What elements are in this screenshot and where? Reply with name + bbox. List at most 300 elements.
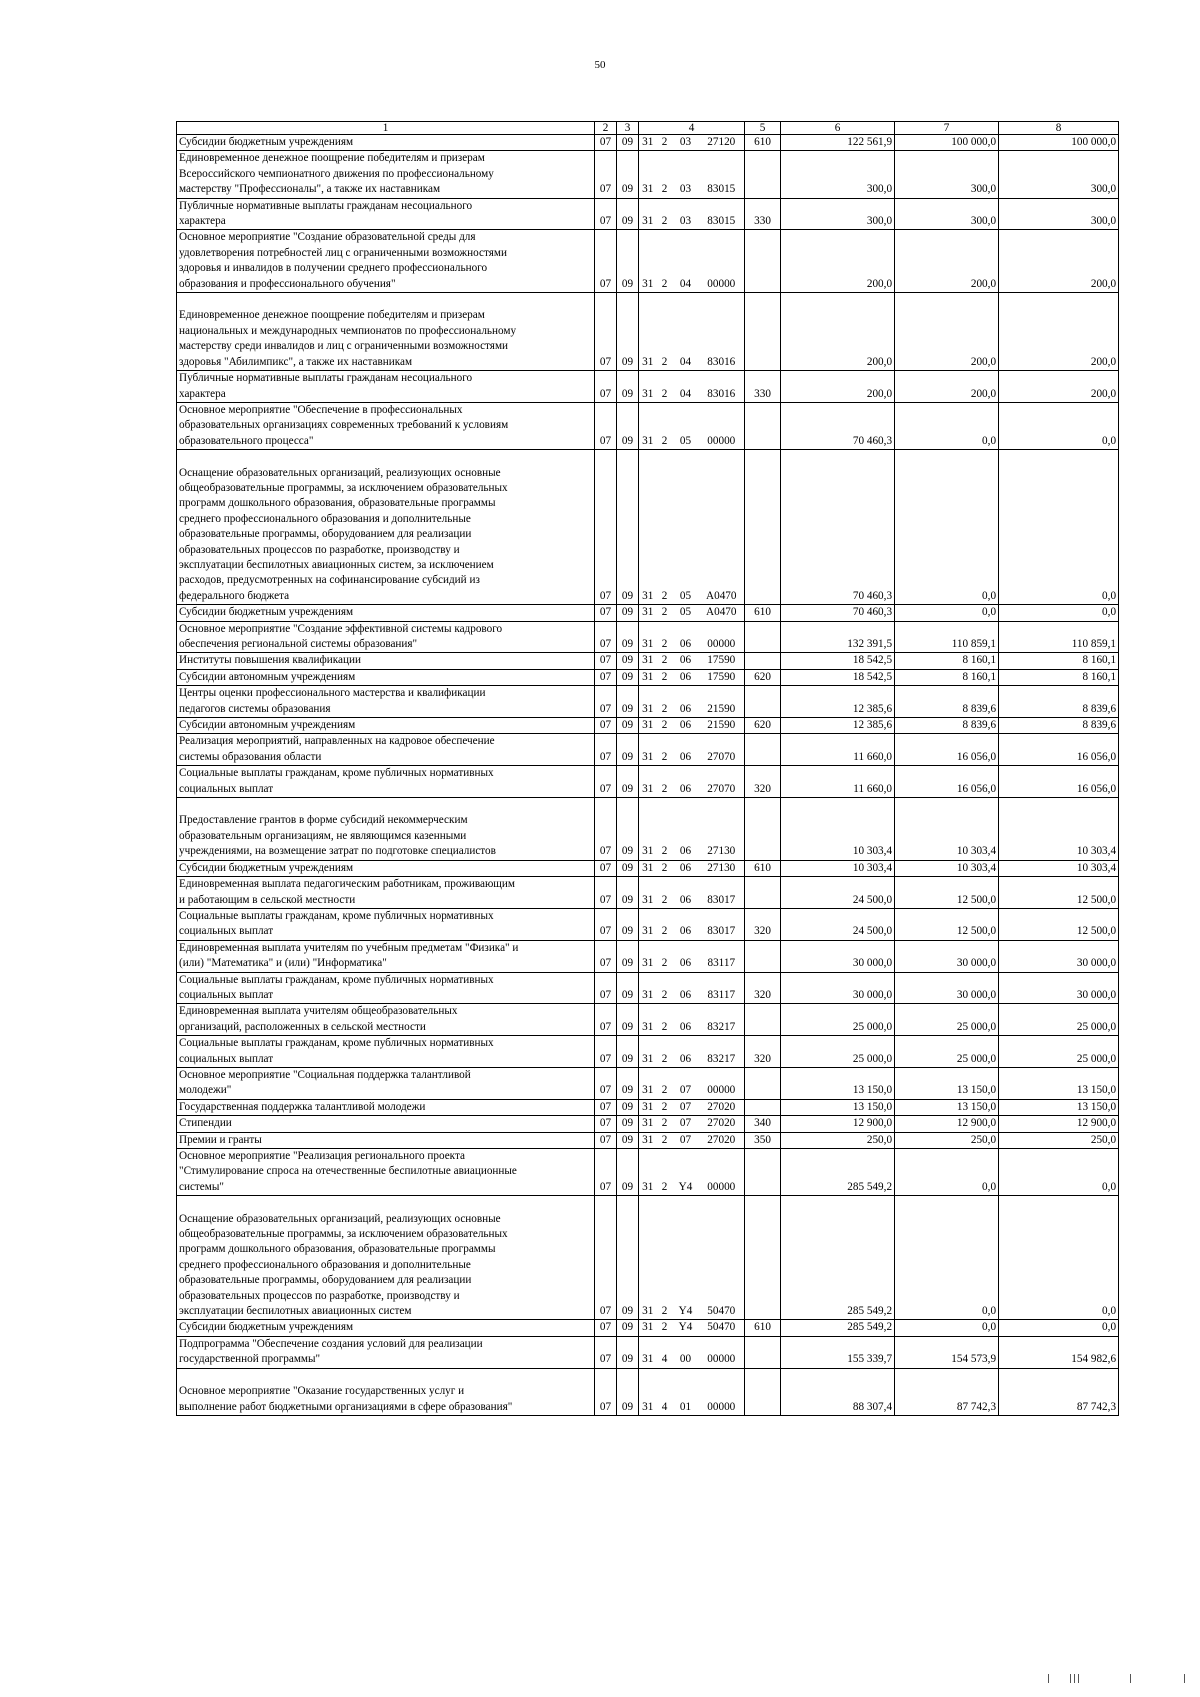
subprogram-code: 2 xyxy=(657,669,673,685)
amount-col-8: 0,0 xyxy=(999,450,1119,605)
table-row xyxy=(177,1036,1119,1068)
section-code: 07 xyxy=(595,621,617,653)
program-code: 31 xyxy=(639,1196,657,1320)
amount-col-7: 200,0 xyxy=(895,293,999,371)
subsection-code: 09 xyxy=(617,621,639,653)
expense-type-code: 340 xyxy=(745,1116,781,1132)
activity-code: 06 xyxy=(673,798,699,861)
section-code: 07 xyxy=(595,798,617,861)
section-code: 07 xyxy=(595,1036,617,1068)
row-description: Основное мероприятие "Реализация регионального проекта "Стимулирование спроса на отечественные беспилотные авиационные системы" xyxy=(177,1149,595,1196)
table-row xyxy=(177,1116,1119,1132)
table-row xyxy=(177,766,1119,798)
activity-code: 00 xyxy=(673,1336,699,1368)
expense-type-code: 610 xyxy=(745,860,781,876)
program-code: 31 xyxy=(639,135,657,151)
table-row xyxy=(177,1196,1119,1320)
program-code: 31 xyxy=(639,198,657,230)
direction-code: 83217 xyxy=(699,1004,745,1036)
subsection-code: 09 xyxy=(617,135,639,151)
row-description: Единовременная выплата учителям по учебным предметам "Физика" и (или) "Математика" и (или) "Информатика" xyxy=(177,940,595,972)
amount-col-8: 0,0 xyxy=(999,402,1119,449)
amount-col-7: 0,0 xyxy=(895,1196,999,1320)
row-description: Субсидии автономным учреждениям xyxy=(177,669,595,685)
subprogram-code: 2 xyxy=(657,605,673,621)
row-description: Стипендии xyxy=(177,1116,595,1132)
amount-col-8: 8 839,6 xyxy=(999,718,1119,734)
row-description: Субсидии бюджетным учреждениям xyxy=(177,605,595,621)
subsection-code: 09 xyxy=(617,1320,639,1336)
activity-code: 07 xyxy=(673,1099,699,1115)
subprogram-code: 2 xyxy=(657,972,673,1004)
amount-col-6: 24 500,0 xyxy=(781,877,895,909)
subprogram-code: 2 xyxy=(657,1099,673,1115)
expense-type-code xyxy=(745,402,781,449)
amount-col-6: 25 000,0 xyxy=(781,1004,895,1036)
program-code: 31 xyxy=(639,940,657,972)
subsection-code: 09 xyxy=(617,940,639,972)
expense-type-code: 610 xyxy=(745,1320,781,1336)
table-row xyxy=(177,653,1119,669)
subsection-code: 09 xyxy=(617,669,639,685)
activity-code: 05 xyxy=(673,450,699,605)
expense-type-code: 620 xyxy=(745,718,781,734)
activity-code: 03 xyxy=(673,198,699,230)
expense-type-code xyxy=(745,621,781,653)
program-code: 31 xyxy=(639,402,657,449)
subprogram-code: 2 xyxy=(657,766,673,798)
table-row xyxy=(177,860,1119,876)
amount-col-7: 13 150,0 xyxy=(895,1099,999,1115)
activity-code: 06 xyxy=(673,1036,699,1068)
direction-code: 00000 xyxy=(699,1368,745,1415)
subsection-code: 09 xyxy=(617,860,639,876)
subsection-code: 09 xyxy=(617,653,639,669)
header-col-8: 8 xyxy=(999,122,1119,135)
budget-table xyxy=(176,121,1119,1416)
section-code: 07 xyxy=(595,718,617,734)
header-col-5: 5 xyxy=(745,122,781,135)
amount-col-6: 30 000,0 xyxy=(781,940,895,972)
program-code: 31 xyxy=(639,1336,657,1368)
row-description: Социальные выплаты гражданам, кроме публичных нормативных социальных выплат xyxy=(177,766,595,798)
amount-col-7: 300,0 xyxy=(895,151,999,198)
activity-code: 06 xyxy=(673,940,699,972)
subprogram-code: 4 xyxy=(657,1368,673,1415)
expense-type-code xyxy=(745,1336,781,1368)
section-code: 07 xyxy=(595,653,617,669)
activity-code: 07 xyxy=(673,1132,699,1148)
table-row xyxy=(177,669,1119,685)
subprogram-code: 2 xyxy=(657,402,673,449)
program-code: 31 xyxy=(639,686,657,718)
subprogram-code: 2 xyxy=(657,860,673,876)
direction-code: 00000 xyxy=(699,1067,745,1099)
subprogram-code: 2 xyxy=(657,908,673,940)
amount-col-8: 300,0 xyxy=(999,151,1119,198)
program-code: 31 xyxy=(639,798,657,861)
program-code: 31 xyxy=(639,908,657,940)
amount-col-8: 25 000,0 xyxy=(999,1004,1119,1036)
table-row xyxy=(177,1099,1119,1115)
direction-code: 17590 xyxy=(699,669,745,685)
expense-type-code xyxy=(745,1368,781,1415)
amount-col-8: 110 859,1 xyxy=(999,621,1119,653)
expense-type-code: 320 xyxy=(745,908,781,940)
expense-type-code xyxy=(745,151,781,198)
amount-col-6: 300,0 xyxy=(781,151,895,198)
section-code: 07 xyxy=(595,151,617,198)
section-code: 07 xyxy=(595,1116,617,1132)
amount-col-7: 0,0 xyxy=(895,1149,999,1196)
program-code: 31 xyxy=(639,1132,657,1148)
amount-col-7: 8 160,1 xyxy=(895,653,999,669)
amount-col-7: 12 900,0 xyxy=(895,1116,999,1132)
subprogram-code: 2 xyxy=(657,1067,673,1099)
amount-col-6: 12 385,6 xyxy=(781,718,895,734)
program-code: 31 xyxy=(639,1099,657,1115)
amount-col-8: 200,0 xyxy=(999,371,1119,403)
program-code: 31 xyxy=(639,230,657,293)
table-row xyxy=(177,734,1119,766)
amount-col-6: 18 542,5 xyxy=(781,653,895,669)
section-code: 07 xyxy=(595,1149,617,1196)
amount-col-7: 16 056,0 xyxy=(895,766,999,798)
expense-type-code xyxy=(745,940,781,972)
subsection-code: 09 xyxy=(617,686,639,718)
amount-col-7: 10 303,4 xyxy=(895,798,999,861)
program-code: 31 xyxy=(639,972,657,1004)
section-code: 07 xyxy=(595,230,617,293)
subprogram-code: 2 xyxy=(657,1320,673,1336)
activity-code: 05 xyxy=(673,605,699,621)
amount-col-6: 30 000,0 xyxy=(781,972,895,1004)
subprogram-code: 2 xyxy=(657,1004,673,1036)
program-code: 31 xyxy=(639,653,657,669)
program-code: 31 xyxy=(639,371,657,403)
activity-code: Y4 xyxy=(673,1320,699,1336)
activity-code: 07 xyxy=(673,1067,699,1099)
section-code: 07 xyxy=(595,1336,617,1368)
row-description: Институты повышения квалификации xyxy=(177,653,595,669)
section-code: 07 xyxy=(595,605,617,621)
amount-col-8: 8 160,1 xyxy=(999,653,1119,669)
subprogram-code: 2 xyxy=(657,1132,673,1148)
scan-marks xyxy=(1008,1673,1188,1683)
amount-col-7: 8 160,1 xyxy=(895,669,999,685)
header-col-4: 4 xyxy=(639,122,745,135)
direction-code: 50470 xyxy=(699,1320,745,1336)
amount-col-8: 12 500,0 xyxy=(999,877,1119,909)
amount-col-6: 122 561,9 xyxy=(781,135,895,151)
expense-type-code xyxy=(745,1149,781,1196)
subsection-code: 09 xyxy=(617,1116,639,1132)
expense-type-code xyxy=(745,1004,781,1036)
expense-type-code xyxy=(745,293,781,371)
subsection-code: 09 xyxy=(617,450,639,605)
table-row xyxy=(177,450,1119,605)
table-row xyxy=(177,135,1119,151)
direction-code: 83015 xyxy=(699,198,745,230)
subprogram-code: 2 xyxy=(657,686,673,718)
program-code: 31 xyxy=(639,669,657,685)
expense-type-code xyxy=(745,653,781,669)
amount-col-6: 11 660,0 xyxy=(781,734,895,766)
subsection-code: 09 xyxy=(617,230,639,293)
expense-type-code: 330 xyxy=(745,371,781,403)
program-code: 31 xyxy=(639,718,657,734)
expense-type-code xyxy=(745,798,781,861)
section-code: 07 xyxy=(595,972,617,1004)
subsection-code: 09 xyxy=(617,1368,639,1415)
header-col-2: 2 xyxy=(595,122,617,135)
amount-col-8: 13 150,0 xyxy=(999,1067,1119,1099)
amount-col-7: 8 839,6 xyxy=(895,718,999,734)
table-row xyxy=(177,972,1119,1004)
amount-col-6: 285 549,2 xyxy=(781,1320,895,1336)
direction-code: 21590 xyxy=(699,686,745,718)
program-code: 31 xyxy=(639,1067,657,1099)
expense-type-code: 320 xyxy=(745,972,781,1004)
row-description: Субсидии бюджетным учреждениям xyxy=(177,1320,595,1336)
activity-code: 05 xyxy=(673,402,699,449)
row-description: Публичные нормативные выплаты гражданам несоциального характера xyxy=(177,371,595,403)
expense-type-code: 610 xyxy=(745,135,781,151)
activity-code: Y4 xyxy=(673,1149,699,1196)
amount-col-7: 10 303,4 xyxy=(895,860,999,876)
header-col-6: 6 xyxy=(781,122,895,135)
subprogram-code: 2 xyxy=(657,621,673,653)
amount-col-6: 25 000,0 xyxy=(781,1036,895,1068)
subprogram-code: 2 xyxy=(657,450,673,605)
direction-code: 83017 xyxy=(699,877,745,909)
subprogram-code: 2 xyxy=(657,877,673,909)
direction-code: 27070 xyxy=(699,766,745,798)
section-code: 07 xyxy=(595,940,617,972)
direction-code: 27020 xyxy=(699,1099,745,1115)
expense-type-code: 620 xyxy=(745,669,781,685)
amount-col-8: 87 742,3 xyxy=(999,1368,1119,1415)
section-code: 07 xyxy=(595,1067,617,1099)
row-description: Премии и гранты xyxy=(177,1132,595,1148)
amount-col-7: 300,0 xyxy=(895,198,999,230)
amount-col-7: 87 742,3 xyxy=(895,1368,999,1415)
amount-col-6: 10 303,4 xyxy=(781,798,895,861)
section-code: 07 xyxy=(595,293,617,371)
amount-col-8: 154 982,6 xyxy=(999,1336,1119,1368)
amount-col-7: 30 000,0 xyxy=(895,972,999,1004)
program-code: 31 xyxy=(639,1368,657,1415)
section-code: 07 xyxy=(595,1196,617,1320)
subprogram-code: 2 xyxy=(657,1149,673,1196)
direction-code: 17590 xyxy=(699,653,745,669)
section-code: 07 xyxy=(595,686,617,718)
subsection-code: 09 xyxy=(617,1132,639,1148)
subprogram-code: 2 xyxy=(657,198,673,230)
subsection-code: 09 xyxy=(617,1004,639,1036)
activity-code: 06 xyxy=(673,860,699,876)
row-description: Основное мероприятие "Социальная поддержка талантливой молодежи" xyxy=(177,1067,595,1099)
amount-col-8: 200,0 xyxy=(999,230,1119,293)
amount-col-8: 16 056,0 xyxy=(999,766,1119,798)
row-description: Субсидии автономным учреждениям xyxy=(177,718,595,734)
section-code: 07 xyxy=(595,1320,617,1336)
row-description: Единовременное денежное поощрение победителям и призерам национальных и международных чемпионатов по профессиональному мастерству среди инвалидов и лиц с ограниченными возможностями здоровья "Абилимпикс", а также их наставникам xyxy=(177,293,595,371)
activity-code: 07 xyxy=(673,1116,699,1132)
amount-col-8: 12 900,0 xyxy=(999,1116,1119,1132)
subsection-code: 09 xyxy=(617,734,639,766)
table-row xyxy=(177,1149,1119,1196)
direction-code: 27120 xyxy=(699,135,745,151)
amount-col-7: 30 000,0 xyxy=(895,940,999,972)
section-code: 07 xyxy=(595,860,617,876)
subsection-code: 09 xyxy=(617,1067,639,1099)
table-row xyxy=(177,1336,1119,1368)
table-row xyxy=(177,686,1119,718)
amount-col-6: 250,0 xyxy=(781,1132,895,1148)
section-code: 07 xyxy=(595,1368,617,1415)
header-row xyxy=(177,122,1119,135)
row-description: Социальные выплаты гражданам, кроме публичных нормативных социальных выплат xyxy=(177,972,595,1004)
activity-code: 06 xyxy=(673,972,699,1004)
subsection-code: 09 xyxy=(617,1336,639,1368)
subprogram-code: 2 xyxy=(657,135,673,151)
subsection-code: 09 xyxy=(617,605,639,621)
expense-type-code xyxy=(745,1099,781,1115)
subsection-code: 09 xyxy=(617,371,639,403)
table-row xyxy=(177,371,1119,403)
row-description: Социальные выплаты гражданам, кроме публичных нормативных социальных выплат xyxy=(177,1036,595,1068)
amount-col-8: 8 839,6 xyxy=(999,686,1119,718)
row-description: Социальные выплаты гражданам, кроме публичных нормативных социальных выплат xyxy=(177,908,595,940)
activity-code: 01 xyxy=(673,1368,699,1415)
direction-code: 27130 xyxy=(699,798,745,861)
direction-code: 83017 xyxy=(699,908,745,940)
amount-col-8: 8 160,1 xyxy=(999,669,1119,685)
activity-code: 03 xyxy=(673,151,699,198)
row-description: Основное мероприятие "Обеспечение в профессиональных образовательных организациях современных требований к условиям образовательного процесса" xyxy=(177,402,595,449)
amount-col-7: 25 000,0 xyxy=(895,1036,999,1068)
row-description: Единовременное денежное поощрение победителям и призерам Всероссийского чемпионатного движения по профессиональному мастерству "Профессионалы", а также их наставникам xyxy=(177,151,595,198)
row-description: Оснащение образовательных организаций, реализующих основные общеобразовательные программы, за исключением образовательных программ дошкольного образования, образовательные программы среднего профессионального образования и дополнительные образовательные программы, оборудованием для реализации образовательных процессов по разработке, производству и эксплуатации беспилотных авиационных систем xyxy=(177,1196,595,1320)
program-code: 31 xyxy=(639,151,657,198)
direction-code: 27020 xyxy=(699,1116,745,1132)
program-code: 31 xyxy=(639,293,657,371)
header-col-7: 7 xyxy=(895,122,999,135)
direction-code: 83016 xyxy=(699,293,745,371)
direction-code: 83217 xyxy=(699,1036,745,1068)
subsection-code: 09 xyxy=(617,908,639,940)
amount-col-6: 300,0 xyxy=(781,198,895,230)
amount-col-8: 0,0 xyxy=(999,1320,1119,1336)
amount-col-8: 13 150,0 xyxy=(999,1099,1119,1115)
amount-col-7: 0,0 xyxy=(895,450,999,605)
table-row xyxy=(177,230,1119,293)
amount-col-6: 285 549,2 xyxy=(781,1149,895,1196)
program-code: 31 xyxy=(639,1036,657,1068)
expense-type-code: 330 xyxy=(745,198,781,230)
amount-col-7: 12 500,0 xyxy=(895,908,999,940)
subsection-code: 09 xyxy=(617,198,639,230)
activity-code: 06 xyxy=(673,669,699,685)
amount-col-7: 154 573,9 xyxy=(895,1336,999,1368)
activity-code: Y4 xyxy=(673,1196,699,1320)
section-code: 07 xyxy=(595,1099,617,1115)
table-row xyxy=(177,718,1119,734)
direction-code: 00000 xyxy=(699,1336,745,1368)
amount-col-6: 13 150,0 xyxy=(781,1067,895,1099)
amount-col-8: 25 000,0 xyxy=(999,1036,1119,1068)
row-description: Подпрограмма "Обеспечение создания условий для реализации государственной программы" xyxy=(177,1336,595,1368)
amount-col-7: 8 839,6 xyxy=(895,686,999,718)
direction-code: 27130 xyxy=(699,860,745,876)
program-code: 31 xyxy=(639,1116,657,1132)
direction-code: 83016 xyxy=(699,371,745,403)
subprogram-code: 2 xyxy=(657,940,673,972)
table-row xyxy=(177,621,1119,653)
expense-type-code: 350 xyxy=(745,1132,781,1148)
subprogram-code: 2 xyxy=(657,371,673,403)
section-code: 07 xyxy=(595,877,617,909)
amount-col-6: 200,0 xyxy=(781,293,895,371)
row-description: Оснащение образовательных организаций, реализующих основные общеобразовательные программы, за исключением образовательных программ дошкольного образования, образовательные программы среднего профессионального образования и дополнительные образовательные программы, оборудованием для реализации образовательных процессов по разработке, производству и эксплуатации беспилотных авиационных систем, за исключением расходов, предусмотренных на софинансирование субсидий из федерального бюджета xyxy=(177,450,595,605)
section-code: 07 xyxy=(595,371,617,403)
section-code: 07 xyxy=(595,1004,617,1036)
subprogram-code: 2 xyxy=(657,151,673,198)
amount-col-6: 70 460,3 xyxy=(781,402,895,449)
program-code: 31 xyxy=(639,1320,657,1336)
section-code: 07 xyxy=(595,135,617,151)
direction-code: 00000 xyxy=(699,621,745,653)
table-row xyxy=(177,940,1119,972)
section-code: 07 xyxy=(595,450,617,605)
amount-col-6: 70 460,3 xyxy=(781,450,895,605)
program-code: 31 xyxy=(639,1004,657,1036)
amount-col-8: 12 500,0 xyxy=(999,908,1119,940)
amount-col-6: 200,0 xyxy=(781,371,895,403)
amount-col-8: 100 000,0 xyxy=(999,135,1119,151)
subprogram-code: 2 xyxy=(657,1036,673,1068)
amount-col-7: 0,0 xyxy=(895,605,999,621)
subprogram-code: 2 xyxy=(657,653,673,669)
amount-col-8: 10 303,4 xyxy=(999,860,1119,876)
row-description: Реализация мероприятий, направленных на кадровое обеспечение системы образования области xyxy=(177,734,595,766)
row-description: Центры оценки профессионального мастерства и квалификации педагогов системы образования xyxy=(177,686,595,718)
table-row xyxy=(177,1132,1119,1148)
expense-type-code xyxy=(745,686,781,718)
table-row xyxy=(177,1004,1119,1036)
activity-code: 06 xyxy=(673,877,699,909)
table-row xyxy=(177,198,1119,230)
row-description: Субсидии бюджетным учреждениям xyxy=(177,860,595,876)
page-number: 50 xyxy=(594,59,606,71)
subsection-code: 09 xyxy=(617,293,639,371)
section-code: 07 xyxy=(595,198,617,230)
amount-col-6: 12 385,6 xyxy=(781,686,895,718)
activity-code: 03 xyxy=(673,135,699,151)
direction-code: 50470 xyxy=(699,1196,745,1320)
amount-col-6: 88 307,4 xyxy=(781,1368,895,1415)
direction-code: А0470 xyxy=(699,605,745,621)
subsection-code: 09 xyxy=(617,402,639,449)
row-description: Единовременная выплата учителям общеобразовательных организаций, расположенных в сельской местности xyxy=(177,1004,595,1036)
row-description: Основное мероприятие "Создание образовательной среды для удовлетворения потребностей лиц с ограниченными возможностями здоровья и инвалидов в получении среднего профессионального образования и профессионального обучения" xyxy=(177,230,595,293)
section-code: 07 xyxy=(595,669,617,685)
program-code: 31 xyxy=(639,1149,657,1196)
amount-col-8: 16 056,0 xyxy=(999,734,1119,766)
activity-code: 06 xyxy=(673,908,699,940)
section-code: 07 xyxy=(595,766,617,798)
